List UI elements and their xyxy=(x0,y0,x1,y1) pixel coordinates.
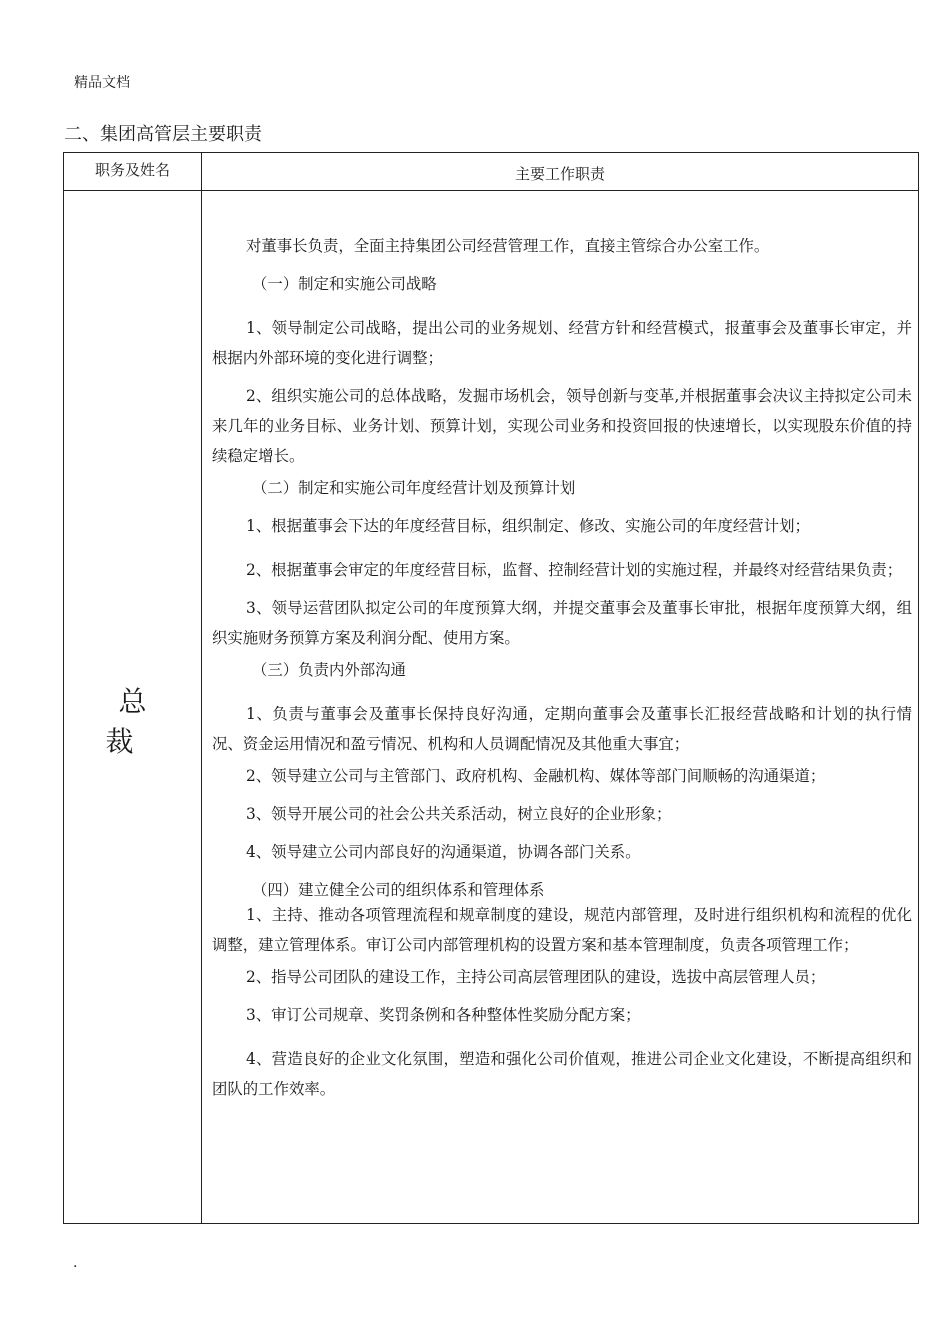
duty-paragraph: 2、根据董事会审定的年度经营目标，监督、控制经营计划的实施过程，并最终对经营结果负责； xyxy=(246,561,903,579)
footer-mark: . xyxy=(73,1255,78,1271)
header-main-duties: 主要工作职责 xyxy=(514,165,605,183)
duty-section-heading: （三）负责内外部沟通 xyxy=(252,661,406,679)
duty-paragraph: 3、领导运营团队拟定公司的年度预算大纲，并提交董事会及董事长审批，根据年度预算大纲，组织实施财务预算方案及利润分配、使用方案。 xyxy=(212,599,912,647)
table-header-divider xyxy=(64,190,918,191)
duty-paragraph: 2、领导建立公司与主管部门、政府机构、金融机构、媒体等部门间顺畅的沟通渠道； xyxy=(246,767,826,785)
doc-header-tag: 精品文档 xyxy=(74,75,130,91)
duty-paragraph: 对董事长负责，全面主持集团公司经营管理工作，直接主管综合办公室工作。 xyxy=(246,237,770,255)
duty-paragraph: 3、领导开展公司的社会公共关系活动，树立良好的企业形象； xyxy=(246,805,672,823)
duties-table xyxy=(63,152,919,1224)
duty-paragraph: 4、营造良好的企业文化氛围，塑造和强化公司价值观，推进公司企业文化建设，不断提高组织和团队的工作效率。 xyxy=(212,1050,912,1098)
duty-paragraph: 4、领导建立公司内部良好的沟通渠道，协调各部门关系。 xyxy=(246,843,641,861)
duty-paragraph: 2、指导公司团队的建设工作，主持公司高层管理团队的建设，选拔中高层管理人员； xyxy=(246,968,826,986)
duty-paragraph: 1、主持、推动各项管理流程和规章制度的建设，规范内部管理，及时进行组织机构和流程的优化调整，建立管理体系。审订公司内部管理机构的设置方案和基本管理制度，负责各项管理工作； xyxy=(212,906,912,954)
table-column-divider xyxy=(201,153,202,1223)
section-title: 二、集团高管层主要职责 xyxy=(64,124,262,145)
duty-section-heading: （一）制定和实施公司战略 xyxy=(252,275,437,293)
duty-section-heading: （四）建立健全公司的组织体系和管理体系 xyxy=(252,881,545,899)
duties-list xyxy=(212,237,912,1112)
duty-paragraph: 1、根据董事会下达的年度经营目标，组织制定、修改、实施公司的年度经营计划； xyxy=(246,517,810,535)
duty-section-heading: （二）制定和实施公司年度经营计划及预算计划 xyxy=(252,479,576,497)
header-position-and-name: 职务及姓名 xyxy=(94,161,170,179)
role-title: 总 裁 xyxy=(105,685,173,758)
duty-paragraph: 1、负责与董事会及董事长保持良好沟通，定期向董事会及董事长汇报经营战略和计划的执行情况、资金运用情况和盈亏情况、机构和人员调配情况及其他重大事宜； xyxy=(212,705,912,753)
duty-paragraph: 2、组织实施公司的总体战略，发掘市场机会，领导创新与变革,并根据董事会决议主持拟定公司未来几年的业务目标、业务计划、预算计划，实现公司业务和投资回报的快速增长，以实现股东价值的持续稳定增长。 xyxy=(212,387,912,465)
duty-paragraph: 1、领导制定公司战略，提出公司的业务规划、经营方针和经营模式，报董事会及董事长审定，并根据内外部环境的变化进行调整； xyxy=(212,319,912,367)
duty-paragraph: 3、审订公司规章、奖罚条例和各种整体性奖励分配方案； xyxy=(246,1006,641,1024)
